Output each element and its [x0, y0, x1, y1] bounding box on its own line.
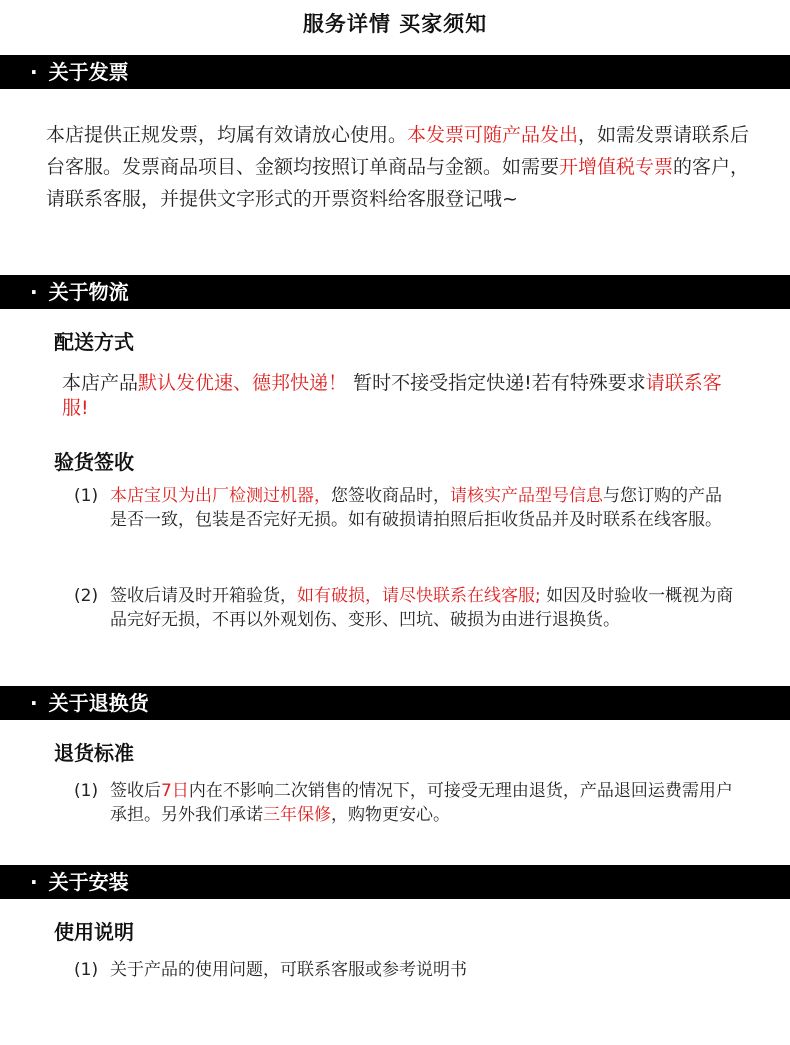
shipping-text-3: 暂时不接受指定快递!若有特殊要求: [347, 372, 646, 394]
inspection-1-highlight-tested: 本店宝贝为出厂检测过机器，: [110, 486, 331, 506]
inspection-2-text-2: 如因及时验收一概视为商品完好无损，不再以外观划伤、变形、凹坑、破损为由进行退换货。: [110, 586, 734, 630]
return-1-highlight-days: 7日: [161, 781, 189, 801]
return-1-text-2: 内在不影响二次销售的情况下，可接受无理由退货，产品退回运费需用户承担。另外我们承诺: [110, 781, 733, 825]
return-1-text-3: ，购物更安心。: [331, 805, 450, 825]
section-header-returns: [0, 686, 790, 720]
subheading-usage: 使用说明: [54, 920, 134, 944]
inspection-1-highlight-verify: 请核实产品型号信息: [450, 486, 603, 506]
shipping-highlight-contact: 请联系客服!: [62, 372, 722, 419]
list-item-text: [110, 584, 734, 632]
shipping-text-1: 本店产品: [62, 372, 139, 394]
list-item-number: (1): [74, 960, 99, 980]
bullet-dot: ·: [30, 60, 38, 84]
list-item-text: 关于产品的使用问题，可联系客服或参考说明书: [110, 960, 467, 980]
shipping-paragraph: [62, 371, 734, 421]
inspection-1-text-2: 与您订购的产品是否一致，包装是否完好无损。如有破损请拍照后拒收货品并及时联系在线客服。: [110, 486, 722, 530]
invoice-paragraph: [46, 119, 751, 215]
list-item-inspection-2: [74, 584, 734, 632]
inspection-2-highlight-damage: 如有破损，请尽快联系在线客服;: [297, 586, 541, 606]
invoice-text-1: 本店提供正规发票，均属有效请放心使用。: [46, 124, 408, 146]
return-1-text-1: 签收后: [110, 781, 161, 801]
section-header-logistics: [0, 275, 790, 309]
subheading-inspection: 验货签收: [54, 450, 134, 474]
return-1-highlight-warranty: 三年保修: [263, 805, 331, 825]
list-item-text: [110, 484, 734, 532]
bullet-dot: ·: [30, 280, 38, 304]
inspection-2-text-1: 签收后请及时开箱验货，: [110, 586, 297, 606]
list-item-number: (2): [74, 586, 99, 606]
list-item-text: [110, 779, 734, 827]
invoice-highlight-ship: 本发票可随产品发出: [407, 124, 579, 146]
bullet-dot: ·: [30, 691, 38, 715]
list-item-number: (1): [74, 486, 99, 506]
subheading-shipping: 配送方式: [54, 330, 134, 354]
section-header-installation: [0, 865, 790, 899]
bullet-dot: ·: [30, 870, 38, 894]
section-title-logistics: 关于物流: [48, 280, 129, 304]
section-title-installation: 关于安装: [48, 870, 129, 894]
section-title-returns: 关于退换货: [48, 691, 149, 715]
subheading-return-standard: 退货标准: [54, 741, 134, 765]
list-item-inspection-1: [74, 484, 734, 532]
list-item-usage-1: [74, 958, 734, 982]
shipping-highlight-courier: 默认发优速、德邦快递！: [138, 372, 348, 394]
invoice-highlight-vat: 开增值税专票: [559, 156, 674, 178]
invoice-text-3: ，如需发票请联系后台客服。发票商品项目、金额均按照订单商品与金额。如需要: [46, 124, 750, 178]
page-title: 服务详情 买家须知: [302, 12, 488, 36]
list-item-return-1: [74, 779, 734, 827]
inspection-1-text-1: 您签收商品时，: [331, 486, 450, 506]
list-item-number: (1): [74, 781, 99, 801]
section-title-invoice: 关于发票: [48, 60, 129, 84]
invoice-text-5: 的客户，请联系客服，并提供文字形式的开票资料给客服登记哦~: [46, 156, 750, 210]
section-header-invoice: [0, 55, 790, 89]
